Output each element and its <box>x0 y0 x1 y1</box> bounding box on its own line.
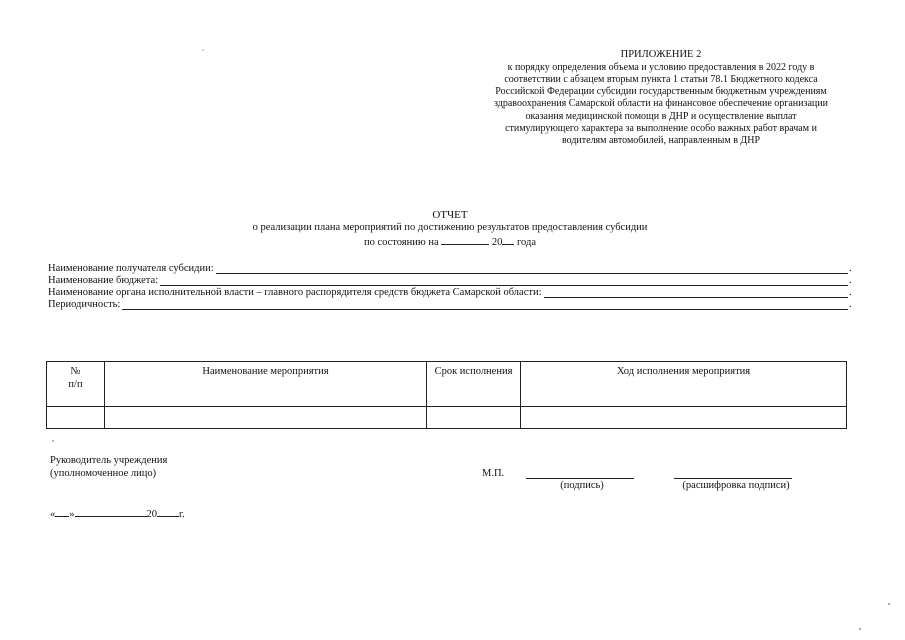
field-end-mark: . <box>849 299 852 311</box>
report-title: ОТЧЕТ <box>432 209 468 221</box>
report-date-year-prefix: 20 <box>491 236 503 248</box>
column-header-progress: Ход исполнения мероприятия <box>521 362 847 407</box>
appendix-line: оказания медицинской помощи в ДНР и осуществление выплат <box>525 110 797 122</box>
report-subtitle: о реализации плана мероприятий по достижению результатов предоставления субсидии <box>252 222 648 234</box>
appendix-line: Российской Федерации субсидии государственным бюджетным учреждениям <box>495 86 827 98</box>
appendix-line: водителям автомобилей, направленным в ДНР <box>561 134 761 146</box>
field-label: Наименование органа исполнительной власти – главного распорядителя средств бюджета Самарской области: <box>48 287 542 299</box>
appendix-line: к порядку определения объема и условию предоставления в 2022 году в <box>507 61 815 73</box>
signature-decoding-label: (расшифровка подписи) <box>682 480 790 491</box>
column-header-deadline: Срок исполнения <box>427 362 521 407</box>
date-open-quote: « <box>50 509 56 520</box>
date-suffix: г. <box>179 509 185 520</box>
signature-label: (подпись) <box>560 480 604 491</box>
field-label: Наименование бюджета: <box>48 275 159 287</box>
column-header-activity: Наименование мероприятия <box>105 362 427 407</box>
appendix-line: здравоохранения Самарской области на финансовое обеспечение организации <box>494 98 828 110</box>
stamp-place: М.П. <box>482 468 505 479</box>
appendix-title: ПРИЛОЖЕНИЕ 2 <box>620 49 702 60</box>
field-end-mark: . <box>849 275 852 287</box>
report-date-suffix: года <box>517 236 537 248</box>
appendix-line: соответствии с абзацем вторым пункта 1 статьи 78.1 Бюджетного кодекса <box>504 73 818 85</box>
field-label: Наименование получателя субсидии: <box>48 263 214 275</box>
head-subtitle: (уполномоченное лицо) <box>50 467 157 479</box>
field-label: Периодичность: <box>48 299 121 311</box>
column-header-number-text: № п/п <box>68 366 83 390</box>
date-year-prefix: 20 <box>146 509 157 520</box>
date-close-quote: » <box>69 509 75 520</box>
appendix-line: стимулирующего характера за выполнение особо важных работ врачам и <box>505 122 817 134</box>
head-title: Руководитель учреждения <box>50 455 168 466</box>
field-end-mark: . <box>849 263 852 275</box>
report-date-prefix: по состоянию на <box>363 236 439 248</box>
field-end-mark: . <box>849 287 852 299</box>
